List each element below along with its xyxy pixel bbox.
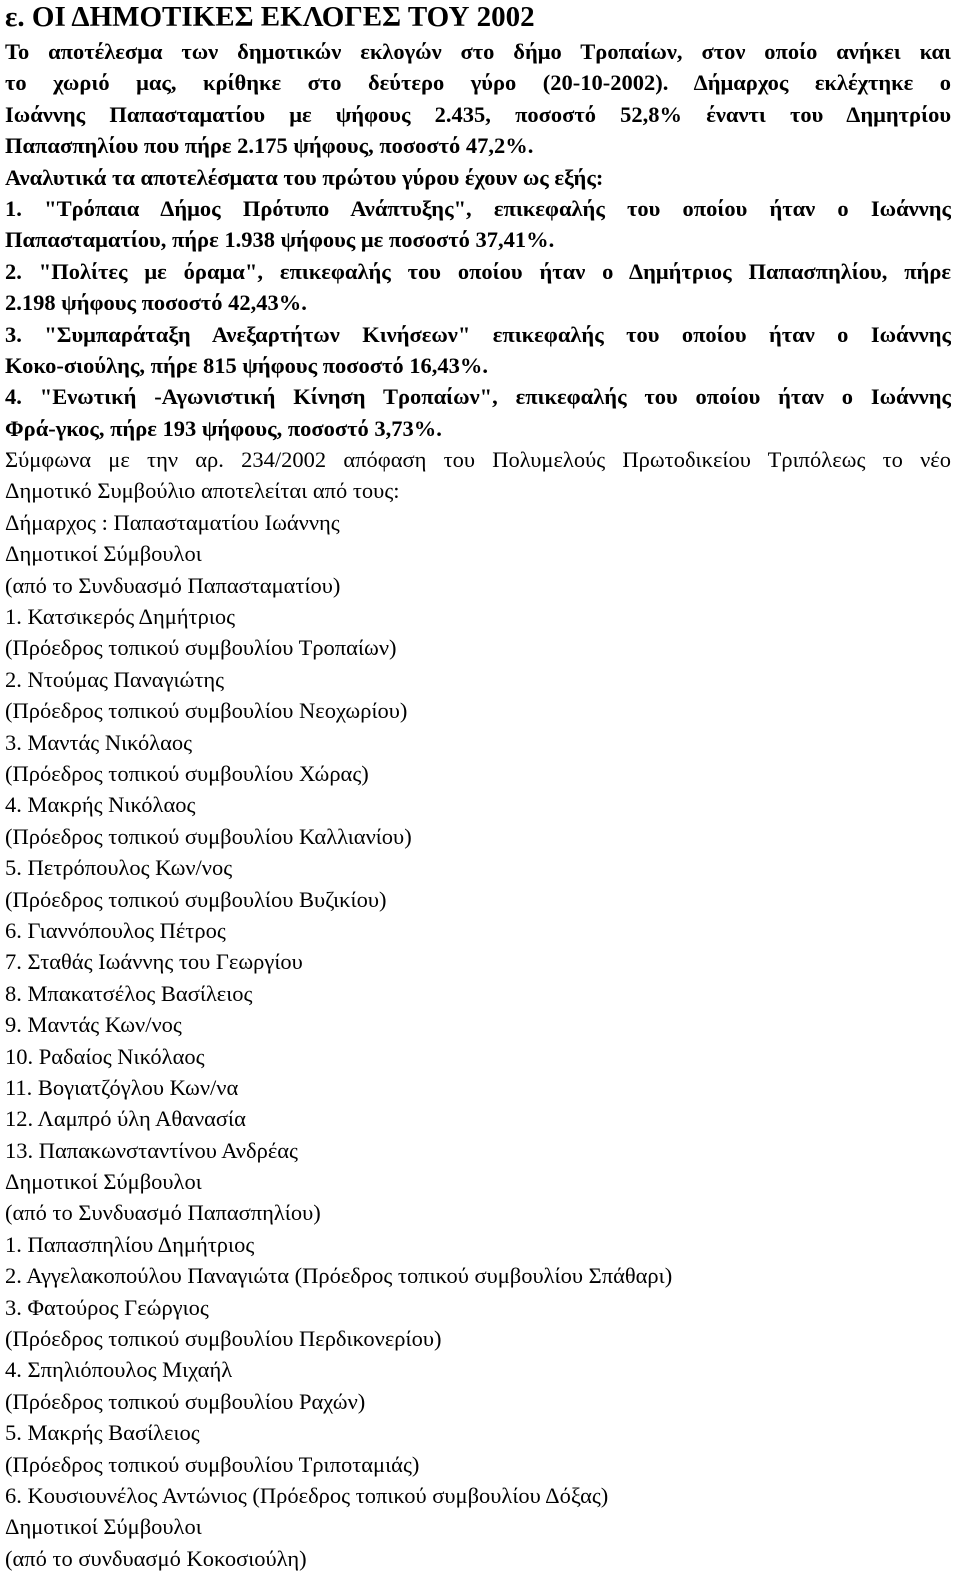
text-line: 12. Λαμπρό ύλη Αθανασία — [5, 1106, 246, 1132]
text-line: 10. Ραδαίος Νικόλαος — [5, 1043, 205, 1069]
text-line: (Πρόεδρος τοπικού συμβουλίου Νεοχωρίου) — [5, 698, 408, 724]
text-line: 11. Βογιατζόγλου Κων/να — [5, 1074, 239, 1100]
text-line: (Πρόεδρος τοπικού συμβουλίου Τροπαίων) — [5, 635, 397, 661]
text-line: Κοκο-σιούλης, πήρε 815 ψήφους ποσοστό 16,43%. — [5, 352, 489, 378]
text-line: 4. Σπηλιόπουλος Μιχαήλ — [5, 1357, 233, 1383]
text-line: Το αποτέλεσμα των δημοτικών εκλογών στο δήμο Τροπαίων, στον οποίο ανήκει και — [5, 39, 951, 64]
text-line: 8. Μπακατσέλος Βασίλειος — [5, 980, 253, 1006]
text-line: 4. Μακρής Νικόλαος — [5, 792, 196, 818]
text-line: Δημοτικό Συμβούλιο αποτελείται από τους: — [5, 478, 400, 504]
text-line: 9. Μαντάς Κων/νος — [5, 1012, 182, 1038]
document-page — [5, 0, 951, 1574]
text-line: 4. "Ενωτική -Αγωνιστική Κίνηση Τροπαίων", επικεφαλής του οποίου ήταν ο Ιωάννης — [5, 384, 951, 410]
text-line: (Πρόεδρος τοπικού συμβουλίου Βυζικίου) — [5, 886, 387, 912]
text-line: 13. Παπακωνσταντίνου Ανδρέας — [5, 1137, 298, 1163]
text-line: 6. Κουσιουνέλος Αντώνιος (Πρόεδρος τοπικού συμβουλίου Δόξας) — [5, 1482, 609, 1508]
text-line: 1. Παπασπηλίου Δημήτριος — [5, 1231, 255, 1257]
text-line: (Πρόεδρος τοπικού συμβουλίου Χώρας) — [5, 760, 369, 786]
text-line: Δημοτικοί Σύμβουλοι — [5, 1514, 202, 1540]
text-line: 5. Μακρής Βασίλειος — [5, 1420, 200, 1446]
text-line: (από το Συνδυασμό Παπασπηλίου) — [5, 1200, 321, 1226]
text-line: 3. Φατούρος Γεώργιος — [5, 1294, 209, 1320]
text-line: 6. Γιαννόπουλος Πέτρος — [5, 917, 226, 943]
text-line: 1. "Τρόπαια Δήμος Πρότυπο Ανάπτυξης", επικεφαλής του οποίου ήταν ο Ιωάννης — [5, 195, 951, 221]
text-line: 5. Πετρόπουλος Κων/νος — [5, 855, 233, 881]
text-line: (Πρόεδρος τοπικού συμβουλίου Περδικονερίου) — [5, 1326, 442, 1352]
text-line: Σύμφωνα με την αρ. 234/2002 απόφαση του Πολυμελούς Πρωτοδικείου Τριπόλεως το νέο — [5, 447, 951, 473]
text-line: Παπασταματίου, πήρε 1.938 ψήφους με ποσοστό 37,41%. — [5, 227, 555, 253]
text-line: (Πρόεδρος τοπικού συμβουλίου Τριποταμιάς) — [5, 1451, 420, 1477]
text-line: (Πρόεδρος τοπικού συμβουλίου Ραχών) — [5, 1388, 366, 1414]
text-line: Δημοτικοί Σύμβουλοι — [5, 541, 202, 567]
text-line: 1. Κατσικερός Δημήτριος — [5, 604, 236, 630]
text-line: (από το Συνδυασμό Παπασταματίου) — [5, 572, 341, 598]
text-line: 2.198 ψήφους ποσοστό 42,43%. — [5, 290, 307, 316]
document-body — [5, 36, 951, 1574]
text-line: 7. Σταθάς Ιωάννης του Γεωργίου — [5, 949, 303, 975]
text-line: 2. Αγγελακοπούλου Παναγιώτα (Πρόεδρος τοπικού συμβουλίου Σπάθαρι) — [5, 1263, 673, 1289]
text-line: Παπασπηλίου που πήρε 2.175 ψήφους, ποσοστό 47,2%. — [5, 133, 534, 159]
text-line: Δήμαρχος : Παπασταματίου Ιωάννης — [5, 509, 340, 535]
text-line: Ιωάννης Παπασταματίου με ψήφους 2.435, ποσοστό 52,8% έναντι του Δημητρίου — [5, 101, 951, 127]
text-line: (από το συνδυασμό Κοκοσιούλη) — [5, 1545, 307, 1571]
text-line: Αναλυτικά τα αποτελέσματα του πρώτου γύρου έχουν ως εξής: — [5, 164, 604, 190]
text-line: το χωριό μας, κρίθηκε στο δεύτερο γύρο (20-10-2002). Δήμαρχος εκλέχτηκε ο — [5, 70, 951, 96]
text-line: 2. "Πολίτες με όραμα", επικεφαλής του οποίου ήταν ο Δημήτριος Παπασπηλίου, πήρε — [5, 258, 951, 284]
text-line: 3. Μαντάς Νικόλαος — [5, 729, 193, 755]
text-line: Δημοτικοί Σύμβουλοι — [5, 1169, 202, 1195]
text-line: (Πρόεδρος τοπικού συμβουλίου Καλλιανίου) — [5, 823, 412, 849]
section-title: ε. ΟΙ ΔΗΜΟΤΙΚΕΣ ΕΚΛΟΓΕΣ ΤΟΥ 2002 — [5, 1, 535, 33]
text-line: 3. "Συμπαράταξη Ανεξαρτήτων Κινήσεων" επικεφαλής του οποίου ήταν ο Ιωάννης — [5, 321, 951, 347]
text-line: Φρά-γκος, πήρε 193 ψήφους, ποσοστό 3,73%. — [5, 415, 442, 441]
text-line: 2. Ντούμας Παναγιώτης — [5, 666, 225, 692]
